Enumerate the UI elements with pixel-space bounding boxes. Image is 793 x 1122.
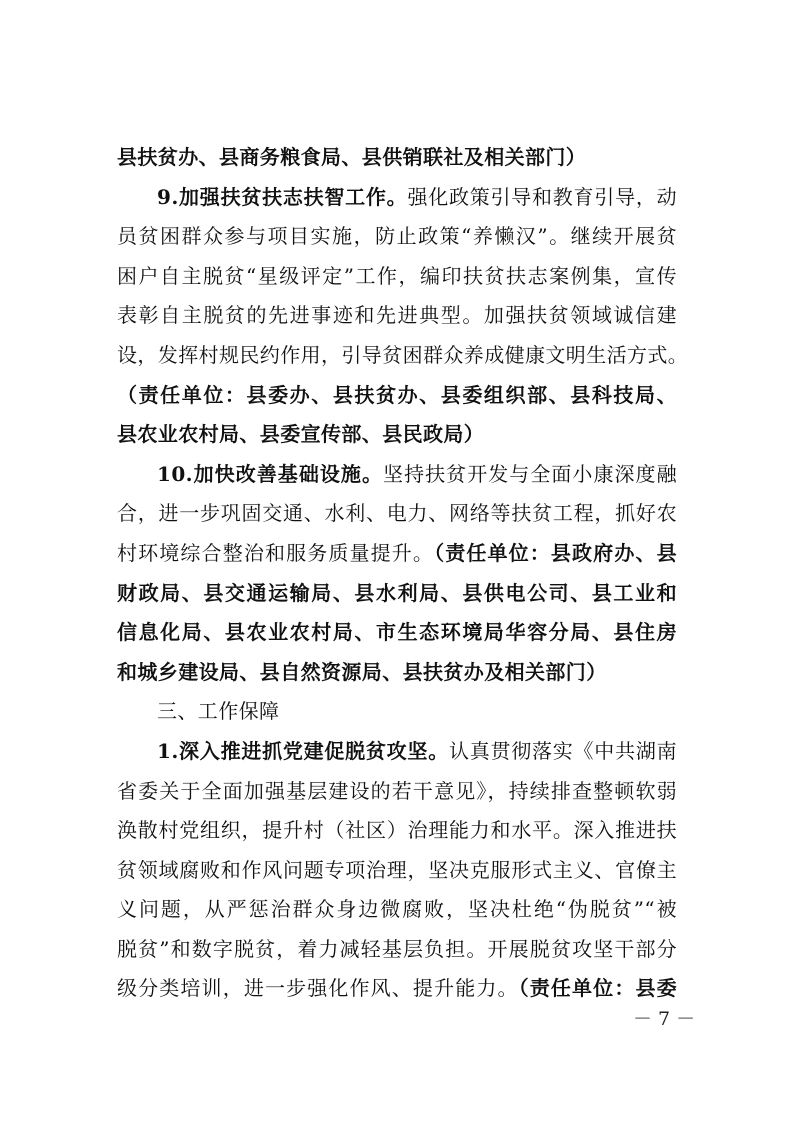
body-text (117, 138, 689, 1009)
bold-text-run: （责任单位：县委 (518, 976, 677, 1001)
text-line (117, 494, 677, 534)
text-run: 合，进一步巩固交通、水利、电力、网络等扶贫工程，抓好农 (117, 501, 677, 526)
text-line (117, 930, 677, 970)
text-line (117, 574, 677, 614)
bold-text-run: 信息化局、县农业农村局、市生态环境局华容分局、县住房 (117, 620, 677, 645)
text-run: 省委关于全面加强基层建设的若干意见》，持续排查整顿软弱 (117, 778, 677, 803)
text-line (117, 376, 677, 416)
bold-text-run: 县农业农村局、县委宣传部、县民政局） (117, 422, 485, 447)
text-line (117, 692, 677, 732)
text-line (117, 257, 677, 297)
text-run: 表彰自主脱贫的先进事迹和先进典型。加强扶贫领域诚信建 (117, 303, 677, 328)
text-line (117, 653, 677, 693)
text-run: 村环境综合整治和服务质量提升。 (117, 540, 435, 565)
text-run: 三、工作保障 (157, 699, 280, 724)
text-run: 涣散村党组织，提升村（社区）治理能力和水平。深入推进扶 (117, 818, 677, 843)
text-run: 强化政策引导和教育引导，动 (407, 184, 677, 209)
text-run: 义问题，从严惩治群众身边微腐败，坚决杜绝“伪脱贫”“被 (117, 897, 677, 922)
text-line (117, 851, 677, 891)
text-run: 设，发挥村规民约作用，引导贫困群众养成健康文明生活方式。 (117, 342, 689, 367)
text-line (117, 455, 677, 495)
text-line (117, 772, 677, 812)
text-line (117, 613, 677, 653)
bold-text-run: （责任单位：县委办、县扶贫办、县委组织部、县科技局、 (117, 382, 677, 407)
text-run: 困户自主脱贫“星级评定”工作，编印扶贫扶志案例集，宣传 (117, 263, 677, 288)
text-line (117, 732, 677, 772)
text-line (117, 336, 689, 376)
text-run: 级分类培训，进一步强化作风、提升能力。 (117, 976, 519, 1001)
text-line (117, 969, 677, 1009)
bold-text-run: 财政局、县交通运输局、县水利局、县供电公司、县工业和 (117, 580, 677, 605)
text-run: 员贫困群众参与项目实施，防止政策“养懒汉”。继续开展贫 (117, 224, 677, 249)
text-run: 坚持扶贫开发与全面小康深度融 (383, 461, 677, 486)
text-line (117, 890, 677, 930)
text-line (117, 534, 677, 574)
page-number: － 7 － (633, 1008, 696, 1030)
text-line (117, 217, 677, 257)
bold-text-run: 10.加快改善基础设施。 (157, 461, 384, 486)
text-run: 认真贯彻落实《中共湖南 (448, 738, 677, 763)
text-line (117, 296, 677, 336)
text-line (117, 415, 677, 455)
text-line (117, 178, 677, 218)
text-line (117, 138, 677, 178)
bold-text-run: （责任单位：县政府办、县 (434, 540, 677, 565)
bold-text-run: 9.加强扶贫扶志扶智工作。 (157, 184, 408, 209)
bold-text-run: 县扶贫办、县商务粮食局、县供销联社及相关部门） (117, 145, 587, 169)
text-run: 脱贫”和数字脱贫，着力减轻基层负担。开展脱贫攻坚干部分 (117, 936, 677, 961)
text-line (117, 811, 677, 851)
bold-text-run: 1.深入推进抓党建促脱贫攻坚。 (157, 738, 449, 763)
bold-text-run: 和城乡建设局、县自然资源局、县扶贫办及相关部门） (117, 659, 607, 684)
text-run: 贫领域腐败和作风问题专项治理，坚决克服形式主义、官僚主 (117, 857, 677, 882)
